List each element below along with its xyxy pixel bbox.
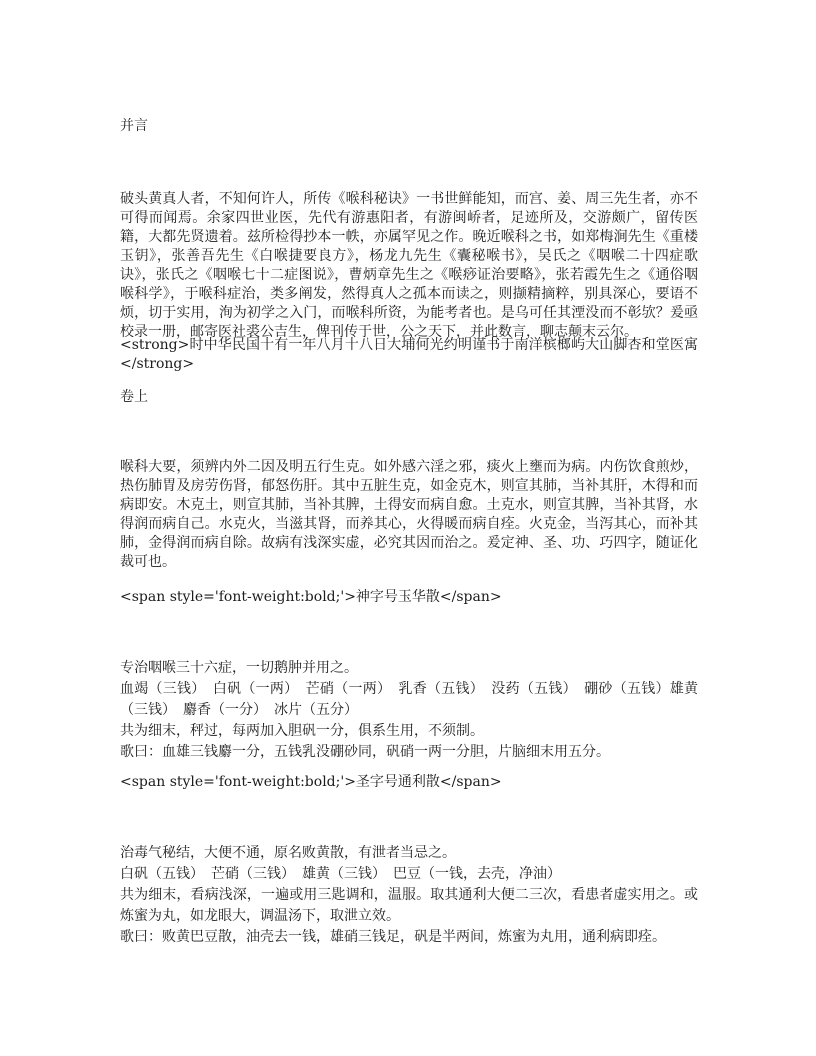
recipe-2-heading-raw: <span style='font-weight:bold;'>圣字号通利散</span> — [120, 774, 502, 790]
preface-paragraph: 破头黄真人者，不知何许人，所传《喉科秘诀》一书世鲜能知，而宫、姜、周三先生者，亦不可得而闻焉。余家四世业医，先代有游惠阳者，有游闽峤者，足迹所及，交游颇广，留传医籍，大都先贤遗着。兹所检得抄本一帙，亦属罕见之作。晚近喉科之书，如郑梅涧先生《重楼玉钥》，张善吾先生《白喉捷要良方》，杨龙九先生《囊秘喉书》，吴氏之《咽喉二十四症歌诀》，张氏之《咽喉七十二症图说》，曹炳章先生之《喉痧证治要略》，张若霞先生之《通俗咽喉科学》，于喉科症治，类多阐发，然得真人之孤本而读之，则撷精摘粹，别具深心，要语不烦，切于实用，洵为初学之入门，而喉科所资，为能考者也。是乌可任其湮没而不彰欤？爰亟校录一册，邮寄医社裘公吉生，俾刊传于世，公之天下，并此数言，聊志颠末云尔。 — [120, 191, 698, 340]
preface-signature-line: <strong>时中华民国十有一年八月十八日大埔何光约明谨书于南洋槟榔屿大山脚杏和堂医寓</strong> — [120, 337, 698, 372]
recipe-1-indication: 专治咽喉三十六症，一切鹅肿并用之。 — [120, 660, 358, 676]
recipe-1-body — [120, 658, 698, 763]
recipe-1-heading-raw: <span style='font-weight:bold;'>神字号玉华散</span> — [120, 589, 502, 605]
recipe-1-preparation: 共为细末，秤过，每两加入胆矾一分，俱系生用，不须制。 — [120, 723, 484, 739]
recipe-1-ingredients: 血竭（三钱） 白矾（一两） 芒硝（一两） 乳香（五钱） 没药（五钱） 硼砂（五钱）雄黄（三钱） 麝香（一分） 冰片（五分） — [120, 681, 698, 718]
recipe-2-verse: 歌曰：败黄巴豆散，油壳去一钱，雄硝三钱足，矾是半两间，炼蜜为丸用，通利病即痊。 — [120, 929, 666, 945]
recipe-2-body — [120, 843, 698, 948]
recipe-1-verse: 歌曰：血雄三钱麝一分，五钱乳没硼砂同，矾硝一两一分胆，片脑细末用五分。 — [120, 744, 610, 760]
recipe-2-preparation: 共为细末，看病浅深，一遍或用三匙调和，温服。取其通利大便二三次，看患者虚实用之。或炼蜜为丸，如龙眼大，调温汤下，取泄立效。 — [120, 887, 698, 924]
preface-heading: 并言 — [120, 118, 148, 134]
recipe-2-ingredients: 白矾（五钱） 芒硝（三钱） 雄黄（三钱） 巴豆（一钱，去壳，净油） — [120, 866, 561, 882]
overview-paragraph: 喉科大要，须辨内外二因及明五行生克。如外感六淫之邪，痰火上壅而为病。内伤饮食煎炒，热伤肺胃及房劳伤肾，郁怒伤肝。其中五脏生克，如金克木，则宣其肺，当补其肝，木得和而病即安。木克土，则宣其肺，当补其脾，土得安而病自愈。土克水，则宣其脾，当补其肾，水得润而病自己。水克火，当滋其肾，而养其心，火得暖而病自痊。火克金，当泻其心，而补其肺，金得润而病自除。故病有浅深实虚，必究其因而治之。爰定神、圣、功、巧四字，随证化裁可也。 — [120, 459, 698, 570]
volume-heading: 卷上 — [120, 389, 148, 405]
recipe-2-indication: 治毒气秘结，大便不通，原名败黄散，有泄者当忌之。 — [120, 845, 456, 861]
